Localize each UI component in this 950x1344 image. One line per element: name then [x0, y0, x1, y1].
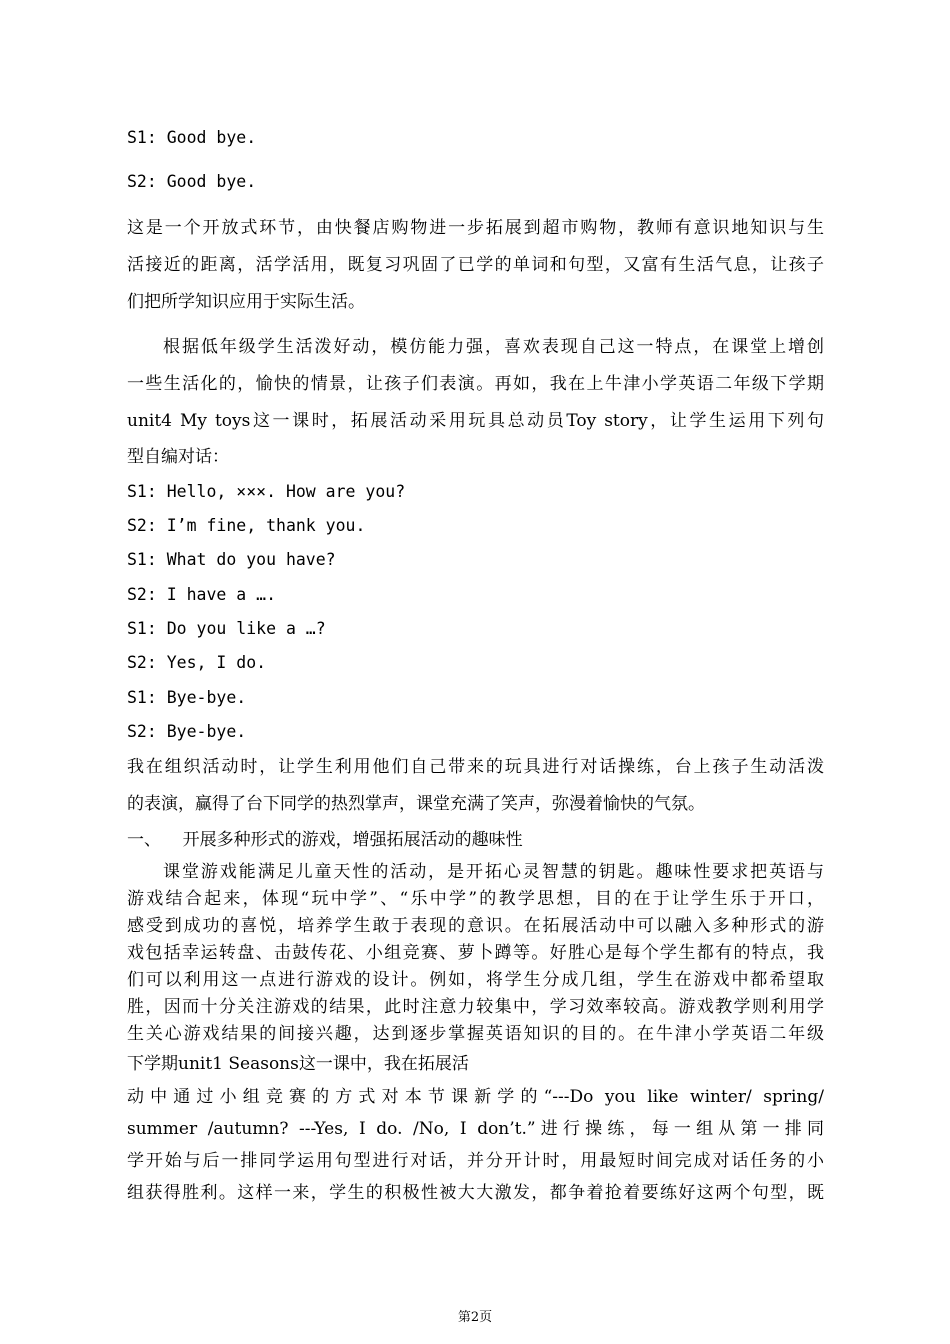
paragraph-line: 动中通过小组竞赛的方式对本节课新学的“---Do you like winter/ spring/: [127, 1087, 824, 1107]
paragraph-line: 一些生活化的，愉快的情景，让孩子们表演。再如，我在上牛津小学英语二年级下学期: [127, 374, 824, 394]
paragraph-line: unit4 My toys这一课时，拓展活动采用玩具总动员Toy story，让学生运用下列句: [127, 411, 824, 431]
section-heading: 一、 开展多种形式的游戏，增强拓展活动的趣味性: [127, 830, 523, 850]
paragraph-line: 游戏结合起来，体现“玩中学”、“乐中学”的教学思想，目的在于让学生乐于开口，: [127, 889, 824, 909]
paragraph-line: 型自编对话：: [127, 447, 229, 467]
dialogue-line: S2: Yes, I do.: [127, 653, 267, 672]
paragraph-line: 的表演，赢得了台下同学的热烈掌声，课堂充满了笑声，弥漫着愉快的气氛。: [127, 794, 705, 814]
paragraph-line: 们可以利用这一点进行游戏的设计。例如，将学生分成几组，学生在游戏中都希望取: [127, 970, 824, 990]
paragraph-line: 生关心游戏结果的间接兴趣，达到逐步掌握英语知识的目的。在牛津小学英语二年级: [127, 1024, 824, 1044]
dialogue-line: S1: Do you like a …?: [127, 619, 326, 638]
paragraph-line: 感受到成功的喜悦，培养学生敢于表现的意识。在拓展活动中可以融入多种形式的游: [127, 916, 824, 936]
paragraph-line: 胜，因而十分关注游戏的结果，此时注意力较集中，学习效率较高。游戏教学则利用学: [127, 997, 824, 1017]
paragraph-line: 下学期unit1 Seasons这一课中，我在拓展活: [127, 1054, 469, 1074]
dialogue-line: S2: Bye-bye.: [127, 722, 247, 741]
paragraph-line: 我在组织活动时，让学生利用他们自己带来的玩具进行对话操练，台上孩子生动活泼: [127, 757, 824, 777]
dialogue-line: S2: I have a ….: [127, 585, 277, 604]
dialogue-line: S1: Good bye.: [127, 128, 257, 147]
paragraph-line: 们把所学知识应用于实际生活。: [127, 292, 365, 312]
paragraph-line: 这是一个开放式环节，由快餐店购物进一步拓展到超市购物，教师有意识地知识与生: [127, 218, 824, 238]
paragraph-line: summer /autumn? ---Yes, I do. /No, I don’t.”进行操练，每一组从第一排同: [127, 1119, 824, 1139]
dialogue-line: S1: What do you have?: [127, 550, 336, 569]
paragraph-line: 课堂游戏能满足儿童天性的活动，是开拓心灵智慧的钥匙。趣味性要求把英语与: [163, 862, 824, 882]
page-number: 第2页: [457, 1310, 493, 1325]
paragraph-line: 组获得胜利。这样一来，学生的积极性被大大激发，都争着抢着要练好这两个句型，既: [127, 1183, 824, 1203]
paragraph-line: 根据低年级学生活泼好动，模仿能力强，喜欢表现自己这一特点，在课堂上增创: [163, 337, 824, 357]
dialogue-line: S2: I’m fine, thank you.: [127, 516, 366, 535]
paragraph-line: 戏包括幸运转盘、击鼓传花、小组竞赛、萝卜蹲等。好胜心是每个学生都有的特点，我: [127, 943, 824, 963]
paragraph-line: 学开始与后一排同学运用句型进行对话，并分开计时，用最短时间完成对话任务的小: [127, 1151, 824, 1171]
dialogue-line: S1: Hello, ×××. How are you?: [127, 482, 406, 501]
paragraph-line: 活接近的距离，活学活用，既复习巩固了已学的单词和句型，又富有生活气息，让孩子: [127, 255, 824, 275]
dialogue-line: S2: Good bye.: [127, 172, 257, 191]
dialogue-line: S1: Bye-bye.: [127, 688, 247, 707]
